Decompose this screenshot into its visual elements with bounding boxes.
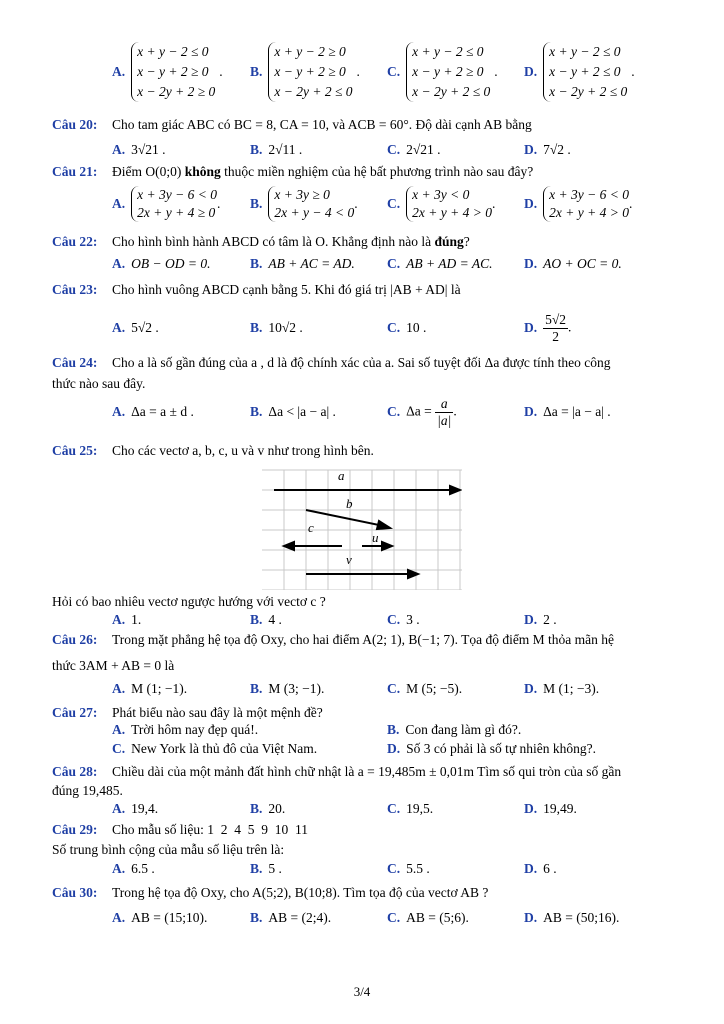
question-text: Điểm O(0;0) <box>112 164 182 179</box>
option-letter: A. <box>112 196 126 211</box>
question-24-cont <box>52 375 676 393</box>
option-text: 5√2 . <box>131 320 159 335</box>
q28-option-c[interactable] <box>387 801 433 817</box>
vector-grid-figure <box>262 466 462 590</box>
option-text: 3√21 . <box>131 142 166 157</box>
option-text: M (3; −1). <box>268 681 325 696</box>
option-letter: B. <box>250 142 263 157</box>
q26-option-c[interactable] <box>387 681 462 697</box>
system-line: x + 3y − 6 < 0 <box>549 187 629 202</box>
option-text: AB = (15;10). <box>131 910 208 925</box>
question-text: thức nào sau đây. <box>52 376 146 391</box>
vector-b-head <box>377 521 390 529</box>
question-25-prompt <box>52 593 676 611</box>
question-number: Câu 22: <box>52 234 98 249</box>
question-text: Cho mẫu số liệu: 1 2 4 5 9 10 11 <box>112 822 308 837</box>
question-number: Câu 30: <box>52 885 98 900</box>
vector-c-head <box>284 542 294 550</box>
q29-option-a[interactable] <box>112 861 155 877</box>
q20-option-a[interactable] <box>112 142 166 158</box>
q23-options <box>112 312 676 348</box>
q29-option-c[interactable] <box>387 861 430 877</box>
q27-option-a[interactable] <box>112 722 258 738</box>
option-letter: D. <box>524 861 538 876</box>
q24-option-b[interactable] <box>250 404 336 420</box>
vector-b-label: b <box>346 496 353 511</box>
q26-option-b[interactable] <box>250 681 324 697</box>
q19-option-b[interactable] <box>250 42 360 102</box>
option-text: 10 . <box>406 320 427 335</box>
option-text: 3 . <box>406 612 420 627</box>
question-number: Câu 26: <box>52 632 98 647</box>
option-letter: A. <box>112 681 126 696</box>
question-text: thuộc miền nghiệm của hệ bất phương trình nào sau đây? <box>224 164 534 179</box>
option-letter: C. <box>387 801 401 816</box>
q27-option-c[interactable] <box>112 741 317 757</box>
inequality-system <box>268 42 352 102</box>
option-letter: A. <box>112 142 126 157</box>
system-line: x + y − 2 ≤ 0 <box>549 44 621 59</box>
option-letter: B. <box>250 681 263 696</box>
q27-option-b[interactable] <box>387 722 521 738</box>
option-letter: B. <box>250 801 263 816</box>
option-letter: B. <box>250 910 263 925</box>
q28-options <box>112 801 676 823</box>
system-line: 2x + y + 4 ≥ 0 <box>137 205 216 220</box>
system-line: 2x + y + 4 > 0 <box>549 205 629 220</box>
q29-option-d[interactable] <box>524 861 557 877</box>
system-line: x − 2y + 2 ≤ 0 <box>412 84 491 99</box>
option-text: AO + OC = 0. <box>543 256 622 271</box>
q30-option-c[interactable] <box>387 910 469 926</box>
question-29-cont <box>52 841 676 859</box>
q25-option-c[interactable] <box>387 612 420 628</box>
question-number: Câu 29: <box>52 822 98 837</box>
option-letter: D. <box>524 801 538 816</box>
inequality-system <box>268 186 354 222</box>
system-line: x + y − 2 ≤ 0 <box>137 44 209 59</box>
option-end: . <box>356 64 360 79</box>
option-letter: D. <box>524 612 538 627</box>
option-letter: B. <box>250 64 263 79</box>
option-text: M (1; −1). <box>131 681 188 696</box>
q22-option-a[interactable] <box>112 256 210 272</box>
option-letter: B. <box>250 196 263 211</box>
question-28-cont <box>52 782 676 800</box>
q29-option-b[interactable] <box>250 861 282 877</box>
question-text: đúng 19,485. <box>52 783 123 798</box>
vector-a-head <box>450 486 460 494</box>
inequality-system <box>543 42 627 102</box>
grid-lines <box>262 470 462 590</box>
q24-option-a[interactable] <box>112 404 194 420</box>
vector-v-label: v <box>346 552 352 567</box>
option-text: 1. <box>131 612 142 627</box>
system-line: 2x + y + 4 > 0 <box>412 205 492 220</box>
option-letter: D. <box>524 319 538 335</box>
option-letter: C. <box>387 612 401 627</box>
fraction <box>435 396 453 429</box>
q22-option-d[interactable] <box>524 256 622 272</box>
system-line: x + 3y − 6 < 0 <box>137 187 217 202</box>
fraction-numerator: a <box>435 396 453 413</box>
option-letter: A. <box>112 256 126 271</box>
question-21 <box>52 163 676 181</box>
system-line: 2x + y − 4 < 0 <box>274 205 355 220</box>
q28-option-b[interactable] <box>250 801 285 817</box>
question-emphasis: đúng <box>434 234 464 249</box>
question-number: Câu 23: <box>52 282 98 297</box>
fraction-denominator: |a| <box>437 413 452 428</box>
option-text: 2√11 . <box>268 142 303 157</box>
option-letter: A. <box>112 64 126 79</box>
q30-options <box>112 910 676 932</box>
q27-options <box>112 722 676 762</box>
q19-option-a[interactable] <box>112 42 223 102</box>
option-letter: B. <box>387 722 400 737</box>
fraction-numerator: 5√2 <box>545 312 567 327</box>
option-text: AB = (50;16). <box>543 910 620 925</box>
option-letter: D. <box>524 196 538 211</box>
question-text: thức 3AM + AB = 0 là <box>52 658 175 673</box>
question-22 <box>52 233 676 251</box>
q19-option-d[interactable] <box>524 42 635 102</box>
question-text: Cho hình vuông ABCD cạnh bằng 5. Khi đó giá trị |AB + AD| là <box>112 282 461 297</box>
question-text: Cho hình bình hành ABCD có tâm là O. Khẳng định nào là <box>112 234 432 249</box>
option-text: Δa = a ± d . <box>131 404 194 419</box>
option-letter: D. <box>524 256 538 271</box>
question-number: Câu 20: <box>52 117 98 132</box>
q22-option-b[interactable] <box>250 256 355 272</box>
option-end: . <box>631 64 635 79</box>
page-number: 3/4 <box>353 984 371 999</box>
q22-options <box>112 256 676 278</box>
option-text: 2 . <box>543 612 557 627</box>
q22-option-c[interactable] <box>387 256 492 272</box>
option-letter: B. <box>250 861 263 876</box>
question-number: Câu 24: <box>52 355 98 370</box>
option-text: Δa < |a − a| . <box>268 404 336 419</box>
option-letter: C. <box>387 64 401 79</box>
system-line: x + 3y < 0 <box>412 187 470 202</box>
option-text: 5.5 . <box>406 861 430 876</box>
q20-option-c[interactable] <box>387 142 441 158</box>
q26-option-a[interactable] <box>112 681 187 697</box>
q28-option-a[interactable] <box>112 801 158 817</box>
question-emphasis: không <box>184 164 221 179</box>
option-text: 10√2 . <box>268 320 303 335</box>
system-line: x − y + 2 ≥ 0 <box>274 64 346 79</box>
question-text: Phát biểu nào sau đây là một mệnh đề? <box>112 705 323 720</box>
q21-options <box>112 186 676 226</box>
q23-option-b[interactable] <box>250 320 303 336</box>
option-text: Trời hôm nay đẹp quá!. <box>131 722 259 737</box>
question-24 <box>52 354 676 372</box>
question-28 <box>52 763 676 781</box>
q25-option-b[interactable] <box>250 612 282 628</box>
system-line: x − 2y + 2 ≤ 0 <box>274 84 353 99</box>
q24-option-c[interactable]: C. Δa = $\frac{a}{|a|}$ . <box>387 396 457 428</box>
option-letter: C. <box>387 320 401 335</box>
q29-options <box>112 861 676 883</box>
q20-options <box>112 142 676 164</box>
option-letter: B. <box>250 404 263 419</box>
option-letter: D. <box>524 64 538 79</box>
inequality-system <box>406 186 492 222</box>
option-text: Δa = |a − a| . <box>543 404 611 419</box>
q21-option-b[interactable]: B. x + 3y ≥ 0 2x + y − 4 < 0 . <box>250 187 358 220</box>
system-line: x − y + 2 ≤ 0 <box>549 64 621 79</box>
option-letter: C. <box>387 403 401 419</box>
question-text: Hỏi có bao nhiêu vectơ ngược hướng với vectơ c ? <box>52 594 326 609</box>
q30-option-d[interactable] <box>524 910 619 926</box>
question-number: Câu 27: <box>52 705 98 720</box>
question-text: Số trung bình cộng của mẫu số liệu trên là: <box>52 842 285 857</box>
system-line: x − y + 2 ≥ 0 <box>137 64 209 79</box>
inequality-system <box>131 42 215 102</box>
question-20 <box>52 116 676 134</box>
inequality-system <box>131 186 217 222</box>
question-text: Chiều dài của một mảnh đất hình chữ nhật là a = 19,485m ± 0,01m Tìm số qui tròn của số gần <box>112 764 622 779</box>
option-letter: A. <box>112 320 126 335</box>
option-letter: D. <box>387 741 401 756</box>
system-line: x + y − 2 ≤ 0 <box>412 44 484 59</box>
q30-option-b[interactable] <box>250 910 331 926</box>
option-letter: A. <box>112 612 126 627</box>
option-end: . <box>219 64 223 79</box>
option-letter: C. <box>387 196 401 211</box>
question-30 <box>52 884 676 902</box>
option-letter: C. <box>387 256 401 271</box>
q27-option-d[interactable] <box>387 741 596 757</box>
vector-u-label: u <box>372 530 379 545</box>
option-text: AB = (5;6). <box>406 910 469 925</box>
option-letter: A. <box>112 861 126 876</box>
option-text: OB − OD = 0. <box>131 256 211 271</box>
option-text: 19,4. <box>131 801 159 816</box>
option-text: New York là thủ đô của Việt Nam. <box>131 741 318 756</box>
question-26 <box>52 631 676 649</box>
system-line: x − 2y + 2 ≤ 0 <box>549 84 628 99</box>
option-text: 5 . <box>268 861 282 876</box>
option-letter: D. <box>524 404 538 419</box>
option-letter: C. <box>387 142 401 157</box>
inequality-system <box>406 42 490 102</box>
q21-option-d[interactable]: D. x + 3y − 6 < 0 2x + y + 4 > 0 . <box>524 187 633 220</box>
option-text: 6 . <box>543 861 557 876</box>
q25-option-a[interactable] <box>112 612 141 628</box>
vector-a-label: a <box>338 468 345 483</box>
option-text: 2√21 . <box>406 142 441 157</box>
option-text: 19,49. <box>543 801 577 816</box>
question-26-cont <box>52 657 676 675</box>
q20-option-d[interactable] <box>524 142 571 158</box>
option-text: Con đang làm gì đó?. <box>405 722 522 737</box>
question-text: Cho tam giác ABC có BC = 8, CA = 10, và ACB = 60°. Độ dài cạnh AB bằng <box>112 117 532 132</box>
option-text: 20. <box>268 801 286 816</box>
option-letter: C. <box>112 741 126 756</box>
option-text: 19,5. <box>406 801 434 816</box>
option-letter: B. <box>250 320 263 335</box>
q30-option-a[interactable] <box>112 910 207 926</box>
q26-options <box>112 681 676 703</box>
q19-options <box>112 42 676 108</box>
option-text: M (1; −3). <box>543 681 600 696</box>
q21-option-c[interactable]: C. x + 3y < 0 2x + y + 4 > 0 . <box>387 187 496 220</box>
option-text: Số 3 có phải là số tự nhiên không?. <box>406 741 597 756</box>
inequality-system <box>543 186 629 222</box>
system-line: x + 3y ≥ 0 <box>274 187 330 202</box>
option-letter: C. <box>387 910 401 925</box>
q26-option-d[interactable] <box>524 681 599 697</box>
question-23 <box>52 281 676 299</box>
question-number: Câu 21: <box>52 164 98 179</box>
question-text: Trong hệ tọa độ Oxy, cho A(5;2), B(10;8). Tìm tọa độ của vectơ AB ? <box>112 885 489 900</box>
option-end: . <box>494 64 498 79</box>
system-line: x − 2y + 2 ≥ 0 <box>137 84 216 99</box>
option-text: M (5; −5). <box>406 681 463 696</box>
q20-option-b[interactable] <box>250 142 302 158</box>
option-text: Δa = <box>406 403 432 419</box>
question-number: Câu 25: <box>52 443 98 458</box>
option-text: AB + AD = AC. <box>406 256 493 271</box>
option-text: 4 . <box>268 612 282 627</box>
option-text: AB + AC = AD. <box>268 256 355 271</box>
question-text: Trong mặt phẳng hệ tọa độ Oxy, cho hai điểm A(2; 1), B(−1; 7). Tọa độ điểm M thỏa mãn hệ <box>112 632 615 647</box>
option-letter: D. <box>524 681 538 696</box>
question-number: Câu 28: <box>52 764 98 779</box>
system-line: x + y − 2 ≥ 0 <box>274 44 346 59</box>
question-text: Cho các vectơ a, b, c, u và v như trong hình bên. <box>112 443 374 458</box>
q24-options <box>112 396 676 436</box>
option-letter: C. <box>387 861 401 876</box>
q25-option-d[interactable] <box>524 612 557 628</box>
question-29 <box>52 821 676 839</box>
option-letter: D. <box>524 910 538 925</box>
vector-c-label: c <box>308 520 314 535</box>
question-text: ? <box>463 234 470 249</box>
option-letter: A. <box>112 801 126 816</box>
option-text: 6.5 . <box>131 861 155 876</box>
option-letter: A. <box>112 404 126 419</box>
question-25 <box>52 442 676 460</box>
vector-u-head <box>382 542 392 550</box>
q19-option-c[interactable] <box>387 42 498 102</box>
option-letter: A. <box>112 910 126 925</box>
option-letter: B. <box>250 612 263 627</box>
fraction <box>543 312 568 345</box>
question-text: Cho a là số gần đúng của a , d là độ chính xác của a. Sai số tuyệt đối Δa được tính theo công <box>112 355 611 370</box>
q28-option-d[interactable] <box>524 801 577 817</box>
q21-option-a[interactable]: A. x + 3y − 6 < 0 2x + y + 4 ≥ 0 . <box>112 187 221 220</box>
q23-option-d[interactable]: D. $\frac{5√2}{2}$ . <box>524 312 572 344</box>
option-letter: B. <box>250 256 263 271</box>
question-27 <box>52 704 676 722</box>
option-text: AB = (2;4). <box>268 910 332 925</box>
system-line: x − y + 2 ≥ 0 <box>412 64 484 79</box>
fraction-denominator: 2 <box>552 329 559 344</box>
q24-option-d[interactable] <box>524 404 611 420</box>
q23-option-c[interactable] <box>387 320 426 336</box>
q23-option-a[interactable] <box>112 320 159 336</box>
option-letter: A. <box>112 722 126 737</box>
option-letter: D. <box>524 142 538 157</box>
option-letter: C. <box>387 681 401 696</box>
option-text: 7√2 . <box>543 142 571 157</box>
